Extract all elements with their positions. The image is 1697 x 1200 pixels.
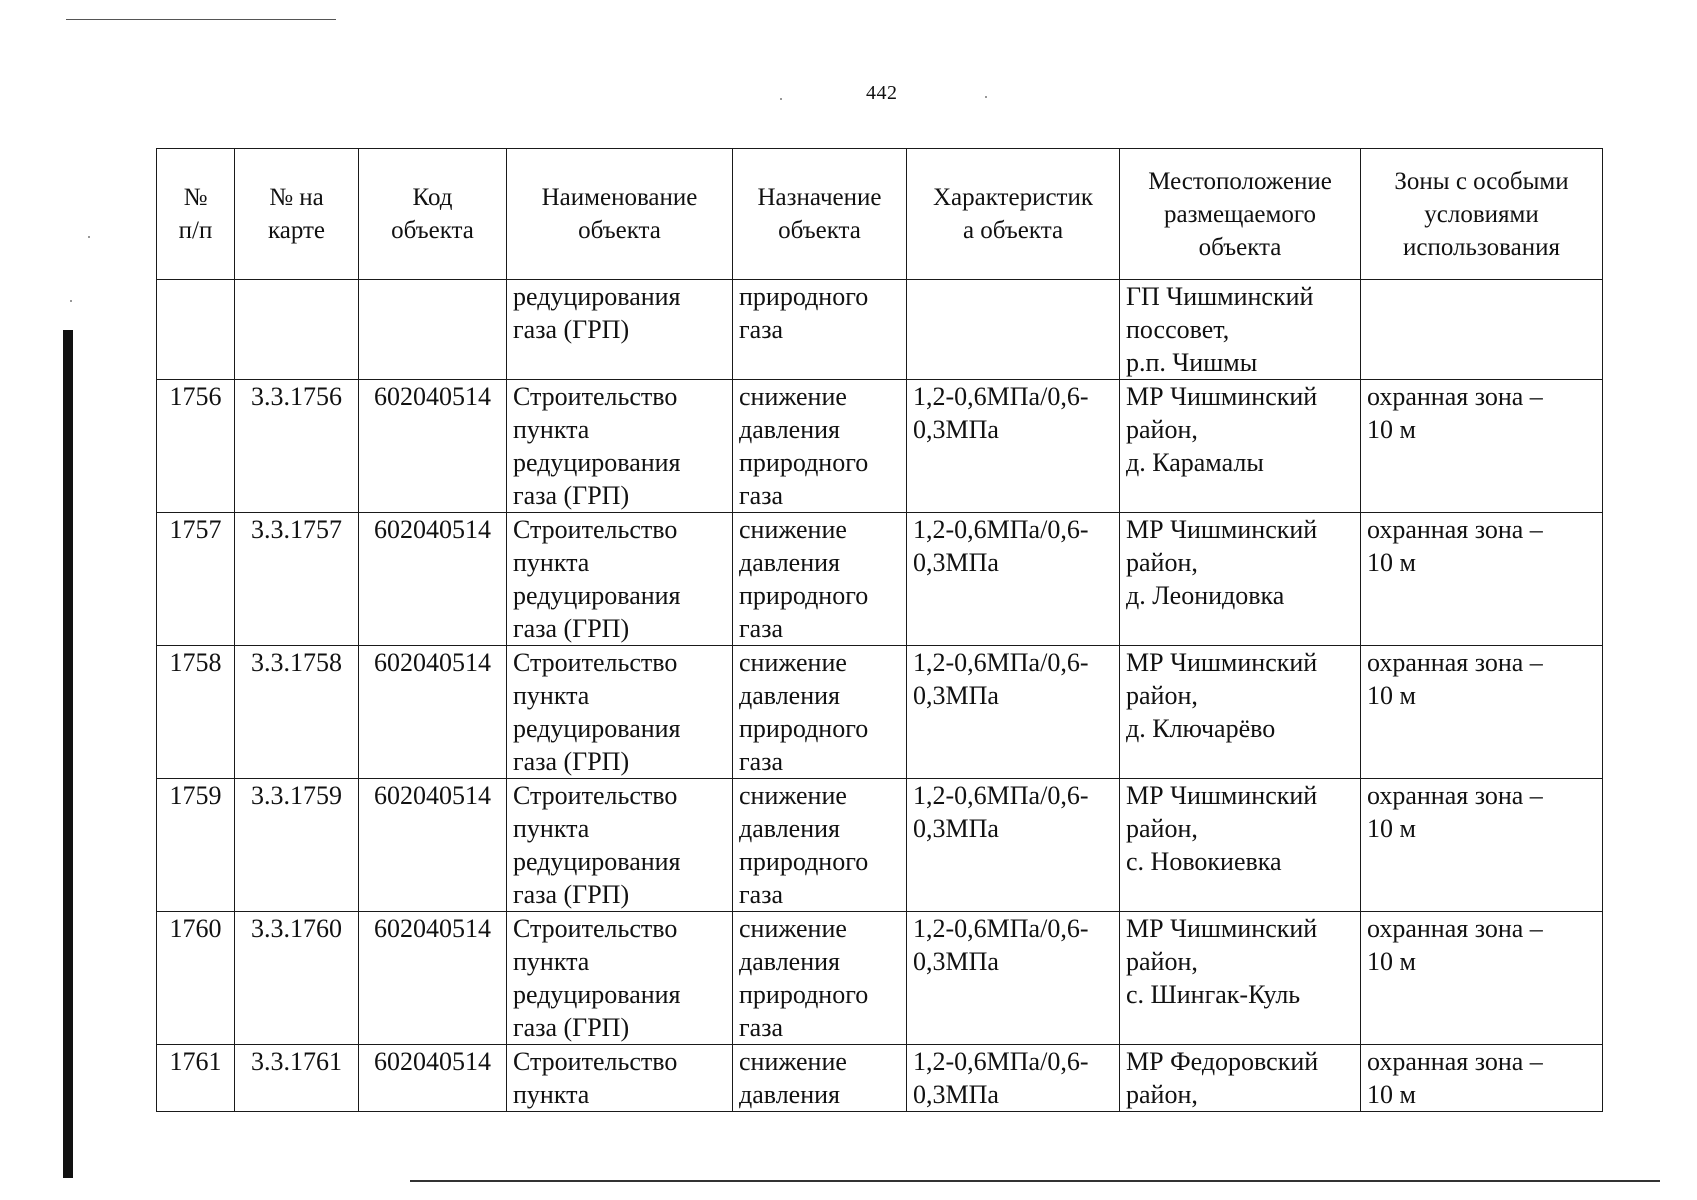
cell-row-number: 1758 (157, 646, 235, 779)
header-object-location: Местоположение размещаемого объекта (1120, 149, 1361, 280)
page-number: 442 (866, 82, 898, 104)
cell-special-zones: охранная зона – 10 м (1361, 779, 1603, 912)
cell-object-location: МР Чишминский район, с. Шингак-Куль (1120, 912, 1361, 1045)
cell-object-characteristic: 1,2-0,6МПа/0,6- 0,3МПа (907, 513, 1120, 646)
cell-object-characteristic: 1,2-0,6МПа/0,6- 0,3МПа (907, 1045, 1120, 1112)
cell-map-number: 3.3.1761 (235, 1045, 359, 1112)
table-row (157, 380, 1603, 513)
cell-map-number (235, 280, 359, 380)
cell-special-zones (1361, 280, 1603, 380)
cell-object-name: Строительство пункта редуцирования газа (ГРП) (507, 779, 733, 912)
cell-object-location: МР Чишминский район, д. Леонидовка (1120, 513, 1361, 646)
cell-object-name: Строительство пункта редуцирования газа (ГРП) (507, 380, 733, 513)
cell-special-zones: охранная зона – 10 м (1361, 912, 1603, 1045)
cell-object-purpose: снижение давления природного газа (733, 646, 907, 779)
cell-row-number: 1759 (157, 779, 235, 912)
cell-object-characteristic: 1,2-0,6МПа/0,6- 0,3МПа (907, 646, 1120, 779)
bottom-rule (410, 1180, 1660, 1182)
cell-object-purpose: природного газа (733, 280, 907, 380)
cell-object-code: 602040514 (359, 912, 507, 1045)
cell-object-name: Строительство пункта (507, 1045, 733, 1112)
table-row (157, 779, 1603, 912)
top-rule (66, 19, 336, 20)
cell-object-purpose: снижение давления природного газа (733, 380, 907, 513)
cell-object-purpose: снижение давления (733, 1045, 907, 1112)
cell-map-number: 3.3.1758 (235, 646, 359, 779)
objects-table (156, 148, 1603, 1112)
cell-map-number: 3.3.1757 (235, 513, 359, 646)
table-header-row (157, 149, 1603, 280)
scan-speck (780, 98, 782, 100)
cell-object-purpose: снижение давления природного газа (733, 779, 907, 912)
cell-object-location: МР Чишминский район, д. Ключарёво (1120, 646, 1361, 779)
cell-object-characteristic: 1,2-0,6МПа/0,6- 0,3МПа (907, 779, 1120, 912)
cell-object-name: Строительство пункта редуцирования газа (ГРП) (507, 646, 733, 779)
cell-object-name: редуцирования газа (ГРП) (507, 280, 733, 380)
cell-object-characteristic (907, 280, 1120, 380)
cell-map-number: 3.3.1760 (235, 912, 359, 1045)
cell-map-number: 3.3.1756 (235, 380, 359, 513)
cell-row-number: 1760 (157, 912, 235, 1045)
cell-row-number: 1757 (157, 513, 235, 646)
cell-object-code: 602040514 (359, 380, 507, 513)
cell-object-location: МР Чишминский район, с. Новокиевка (1120, 779, 1361, 912)
scan-speck (985, 96, 987, 98)
cell-row-number: 1761 (157, 1045, 235, 1112)
cell-object-name: Строительство пункта редуцирования газа (ГРП) (507, 912, 733, 1045)
cell-object-code: 602040514 (359, 646, 507, 779)
cell-object-code: 602040514 (359, 779, 507, 912)
scan-speck (88, 236, 90, 238)
cell-object-code: 602040514 (359, 513, 507, 646)
cell-object-characteristic: 1,2-0,6МПа/0,6- 0,3МПа (907, 912, 1120, 1045)
cell-row-number (157, 280, 235, 380)
header-map-number: № на карте (235, 149, 359, 280)
margin-scan-bar (63, 330, 73, 1178)
header-row-number: № п/п (157, 149, 235, 280)
cell-object-characteristic: 1,2-0,6МПа/0,6- 0,3МПа (907, 380, 1120, 513)
cell-object-code (359, 280, 507, 380)
cell-object-location: МР Федоровский район, (1120, 1045, 1361, 1112)
cell-special-zones: охранная зона – 10 м (1361, 646, 1603, 779)
cell-object-location: ГП Чишминский поссовет, р.п. Чишмы (1120, 280, 1361, 380)
cell-special-zones: охранная зона – 10 м (1361, 380, 1603, 513)
table-row (157, 912, 1603, 1045)
cell-object-code: 602040514 (359, 1045, 507, 1112)
table-row (157, 1045, 1603, 1112)
cell-object-location: МР Чишминский район, д. Карамалы (1120, 380, 1361, 513)
table-row (157, 646, 1603, 779)
cell-row-number: 1756 (157, 380, 235, 513)
cell-special-zones: охранная зона – 10 м (1361, 1045, 1603, 1112)
header-object-code: Код объекта (359, 149, 507, 280)
cell-object-purpose: снижение давления природного газа (733, 912, 907, 1045)
header-special-zones: Зоны с особыми условиями использования (1361, 149, 1603, 280)
table-row-continuation (157, 280, 1603, 380)
scan-speck (70, 300, 72, 302)
cell-map-number: 3.3.1759 (235, 779, 359, 912)
table-row (157, 513, 1603, 646)
header-object-characteristic: Характеристик а объекта (907, 149, 1120, 280)
header-object-purpose: Назначение объекта (733, 149, 907, 280)
cell-object-purpose: снижение давления природного газа (733, 513, 907, 646)
cell-object-name: Строительство пункта редуцирования газа (ГРП) (507, 513, 733, 646)
header-object-name: Наименование объекта (507, 149, 733, 280)
cell-special-zones: охранная зона – 10 м (1361, 513, 1603, 646)
